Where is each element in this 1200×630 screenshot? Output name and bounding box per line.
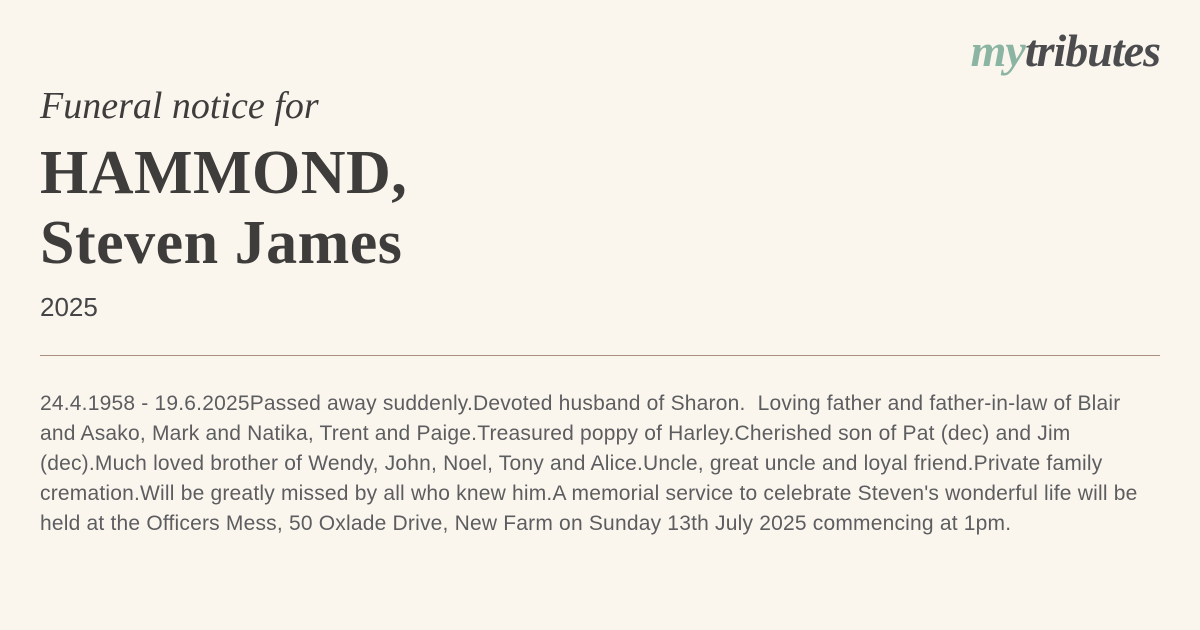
mytributes-logo <box>971 26 1160 77</box>
divider-line <box>40 355 1160 356</box>
notice-year: 2025 <box>40 292 98 322</box>
deceased-name-heading <box>40 138 407 278</box>
logo-suffix: tributes <box>1024 25 1160 76</box>
notice-type-label: Funeral notice for <box>40 85 319 127</box>
deceased-surname: HAMMOND, <box>40 139 408 207</box>
notice-body-text: 24.4.1958 - 19.6.2025Passed away suddenly.Devoted husband of Sharon. Loving father and father-in-law of Blair and Asako, Mark and Natika, Trent and Paige.Treasured poppy of Harley.Cherished son of Pat (dec) and Jim (dec).Much loved brother of Wendy, John, Noel, Tony and Alice.Uncle, great uncle and loyal friend.Private family cremation.Will be greatly missed by all who knew him.A memorial service to celebrate Steven's wonderful life will be held at the Officers Mess, 50 Oxlade Drive, New Farm on Sunday 13th July 2025 commencing at 1pm. <box>40 392 1144 535</box>
deceased-given-names: Steven James <box>40 209 403 277</box>
logo-prefix: my <box>970 25 1025 76</box>
